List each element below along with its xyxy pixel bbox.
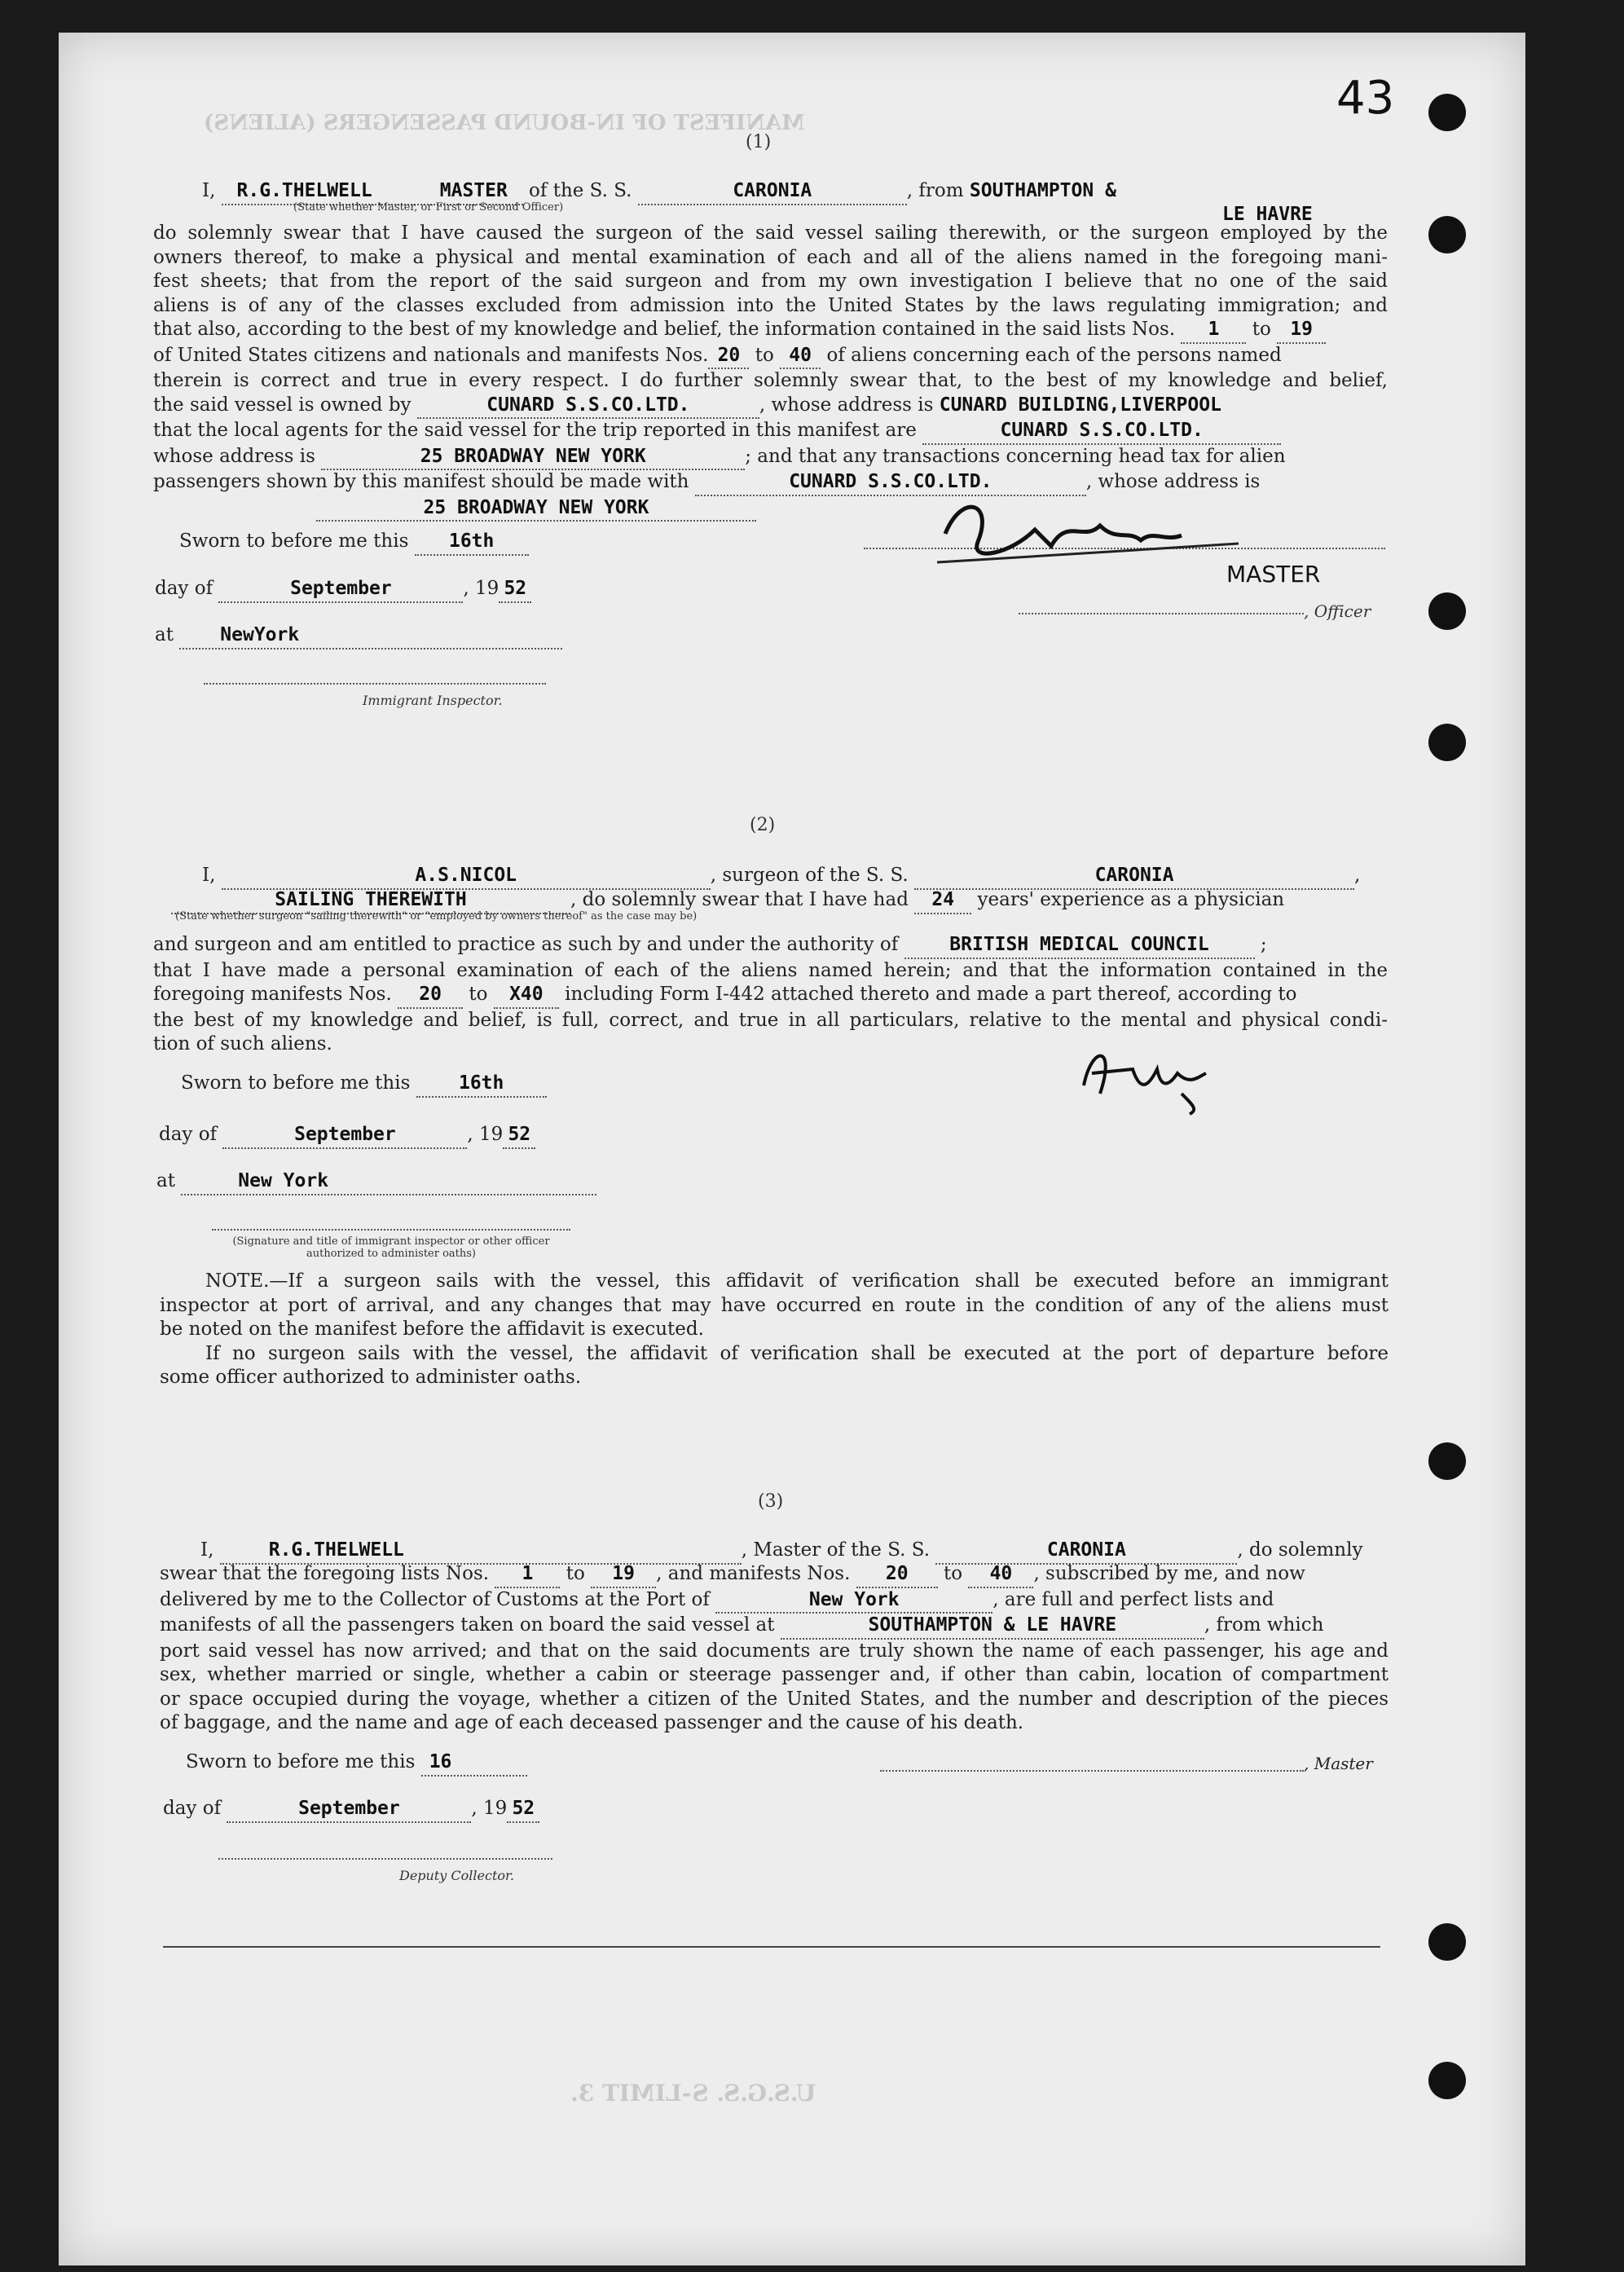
s1-line-5: aliens is of any of the classes excluded from admission into the United States by the laws regulating immigration; and xyxy=(153,294,1388,316)
s2-day-line: day of September , 19 52 xyxy=(159,1123,535,1149)
s2-line-4: that I have made a personal examination of each of the aliens named herein; and that the information contained in the xyxy=(153,959,1388,981)
ghost-header: MANIFEST OF IN-BOUND PASSENGERS (ALIENS) xyxy=(204,111,805,135)
punch-hole-7 xyxy=(1428,2062,1466,2099)
s3-day-line: day of September , 19 52 xyxy=(163,1797,539,1823)
s2-sworn-day: 16th xyxy=(416,1072,547,1098)
section-1-line-1: I, R.G.THELWELL MASTER of the S. S. CARONIA , from SOUTHAMPTON & xyxy=(202,179,1116,205)
s1-sworn-line: Sworn to before me this 16th xyxy=(179,530,529,556)
s2-at-line: at New York xyxy=(156,1169,596,1195)
s3-line-1: I, R.G.THELWELL , Master of the S. S. CARONIA , do solemnly xyxy=(200,1539,1362,1565)
bottom-rule xyxy=(163,1946,1380,1948)
collector-line xyxy=(218,1858,552,1860)
s1-line-7: of United States citizens and nationals and manifests Nos. 20 to 40 of aliens concerning each of the persons named xyxy=(153,344,1388,370)
note-line-2: inspector at port of arrival, and any changes that may have occurred en route in the condition of any of the aliens must xyxy=(160,1294,1389,1316)
s1-sworn-place: NewYork xyxy=(179,623,562,649)
s3-line-6: or space occupied during the voyage, whether a citizen of the United States, and the number and description of the pieces xyxy=(160,1688,1389,1710)
s3-line-2: swear that the foregoing lists Nos. 1 to 19 , and manifests Nos. 20 to 40 , subscribed by me, and now xyxy=(160,1562,1389,1588)
s2-vessel-name: CARONIA xyxy=(914,864,1354,890)
punch-hole-5 xyxy=(1428,1442,1466,1480)
note-line-4: If no surgeon sails with the vessel, the affidavit of verification shall be executed at the port of departure before xyxy=(205,1342,1389,1364)
s1-line-8: therein is correct and true in every respect. I do further solemnly swear that, to the best of my knowledge and belief, xyxy=(153,370,1388,391)
sailing-caption: (State whether surgeon "sailing therewith" or "employed by owners thereof" as the case may be) xyxy=(175,910,698,922)
s2-line-1: I, A.S.NICOL , surgeon of the S. S. CARONIA , xyxy=(202,864,1360,890)
s2-line-2: SAILING THEREWITH , do solemnly swear that I have had 24 years' experience as a physician xyxy=(171,888,1284,914)
s3-sworn-day: 16 xyxy=(421,1750,527,1777)
inspector-label: Immigrant Inspector. xyxy=(363,693,503,708)
s1-at-line: at NewYork xyxy=(155,623,562,649)
master-rank: MASTER xyxy=(439,180,508,201)
note-line-1: NOTE.—If a surgeon sails with the vessel, this affidavit of verification shall be executed before an immigrant xyxy=(205,1270,1389,1292)
s1-sworn-month: September xyxy=(218,577,463,603)
s2-signature-caption: (Signature and title of immigrant inspector or other officer authorized to administer oaths) xyxy=(232,1235,550,1260)
from-port-2: LE HAVRE xyxy=(1222,204,1313,225)
s3-manifests-to: 40 xyxy=(968,1562,1033,1588)
s2-sworn-year: 52 xyxy=(503,1123,535,1149)
s2-line-5: foregoing manifests Nos. 20 to X40 including Form I-442 attached thereto and made a part thereof, according to xyxy=(153,983,1388,1009)
s1-line-11: whose address is 25 BROADWAY NEW YORK ; and that any transactions concerning head tax for alien xyxy=(153,445,1388,471)
section-3-number: (3) xyxy=(758,1491,784,1512)
surgeon-signature xyxy=(1067,1028,1230,1118)
s3-sworn-line: Sworn to before me this 16 xyxy=(186,1750,527,1777)
from-port-1: SOUTHAMPTON & xyxy=(969,180,1116,201)
s1-line-3: owners thereof, to make a physical and mental examination of each and all of the aliens named in the foregoing mani- xyxy=(153,246,1388,268)
surgeon-name: A.S.NICOL xyxy=(222,864,711,890)
officer-line xyxy=(1019,613,1304,614)
s2-line-7: tion of such aliens. xyxy=(153,1033,332,1055)
s1-day-line: day of September , 19 52 xyxy=(155,577,531,603)
s3-manifests-from: 20 xyxy=(856,1562,938,1588)
s2-manifests-to: X40 xyxy=(494,983,559,1009)
section-1-body xyxy=(153,222,1388,522)
punch-hole-4 xyxy=(1428,724,1466,761)
collector-label: Deputy Collector. xyxy=(399,1868,514,1883)
s2-line-6: the best of my knowledge and belief, is full, correct, and true in all particulars, relative to the mental and physical condi- xyxy=(153,1009,1388,1031)
note-line-5: some officer authorized to administer oaths. xyxy=(160,1367,582,1388)
sailing-status: SAILING THEREWITH xyxy=(171,888,570,914)
years-experience: 24 xyxy=(914,888,971,914)
manifests-to: 40 xyxy=(780,344,821,370)
s3-line-5: sex, whether married or single, whether a cabin or steerage passenger and, if other than cabin, location of compartment xyxy=(160,1664,1389,1685)
s1-line-12: passengers shown by this manifest should be made with CUNARD S.S.CO.LTD. , whose address is xyxy=(153,470,1388,496)
s2-sworn-line: Sworn to before me this 16th xyxy=(181,1072,547,1098)
s2-sworn-place: New York xyxy=(181,1169,596,1195)
note-line-3: be noted on the manifest before the affidavit is executed. xyxy=(160,1319,704,1340)
s1-line-9: the said vessel is owned by CUNARD S.S.CO.LTD. , whose address is CUNARD BUILDING,LIVERPOOL xyxy=(153,394,1388,420)
arrival-port: New York xyxy=(715,1588,992,1614)
inspector-signature-line xyxy=(204,683,546,685)
s3-vessel-name: CARONIA xyxy=(935,1539,1237,1565)
s3-master-line xyxy=(880,1770,1304,1772)
master-signature xyxy=(929,485,1255,579)
s1-line-6: that also, according to the best of my knowledge and belief, the information contained in the said lists Nos. 1 to 19 xyxy=(153,318,1388,344)
owner-name: CUNARD S.S.CO.LTD. xyxy=(417,394,759,420)
vessel-name: CARONIA xyxy=(638,179,907,205)
owner-address: CUNARD BUILDING,LIVERPOOL xyxy=(939,394,1221,416)
departure-port: SOUTHAMPTON & LE HAVRE xyxy=(781,1614,1204,1640)
section-3-body xyxy=(160,1562,1389,1736)
s3-master-name: R.G.THELWELL xyxy=(220,1539,742,1565)
s3-line-4: port said vessel has now arrived; and that on the said documents are truly shown the name of each passenger, his age and xyxy=(160,1640,1389,1662)
rank-caption: (State whether Master, or First or Second Officer) xyxy=(293,201,564,214)
s2-line-3: and surgeon and am entitled to practice as such by and under the authority of BRITISH MEDICAL COUNCIL ; xyxy=(153,933,1388,959)
s3-sworn-month: September xyxy=(227,1797,471,1823)
punch-hole-3 xyxy=(1428,592,1466,630)
headtax-with: CUNARD S.S.CO.LTD. xyxy=(695,470,1086,496)
headtax-address: 25 BROADWAY NEW YORK xyxy=(316,496,756,522)
s1-sworn-day: 16th xyxy=(415,530,529,556)
s1-line-10: that the local agents for the said vessel for the trip reported in this manifest are CUNARD S.S.CO.LTD. xyxy=(153,419,1388,445)
s3-line-3b: manifests of all the passengers taken on board the said vessel at SOUTHAMPTON & LE HAVRE , from which xyxy=(160,1614,1389,1640)
agents-address: 25 BROADWAY NEW YORK xyxy=(321,445,745,471)
officer-label: , Officer xyxy=(1304,601,1371,621)
section-2-number: (2) xyxy=(750,815,776,835)
master-name: R.G.THELWELL xyxy=(236,180,372,201)
s1-line-4: fest sheets; that from the report of the said surgeon and from my own investigation I believe that no one of the said xyxy=(153,271,1388,292)
bottom-mirror-text: U.S.G.S. S-LIMIT 3. xyxy=(570,2080,816,2107)
page-number: 43 xyxy=(1336,72,1395,125)
manifests-from: 20 xyxy=(708,344,749,370)
punch-hole-6 xyxy=(1428,1923,1466,1961)
lists-to: 19 xyxy=(1277,318,1326,344)
s1-sworn-year: 52 xyxy=(499,577,531,603)
punch-hole-1 xyxy=(1428,94,1466,131)
s1-line-2: do solemnly swear that I have caused the surgeon of the said vessel sailing therewith, or the surgeon employed by the xyxy=(153,222,1388,244)
s3-sworn-year: 52 xyxy=(507,1797,539,1823)
s3-line-7: of baggage, and the name and age of each deceased passenger and the cause of his death. xyxy=(160,1712,1024,1733)
medical-authority: BRITISH MEDICAL COUNCIL xyxy=(904,933,1255,959)
local-agents: CUNARD S.S.CO.LTD. xyxy=(922,419,1281,445)
s3-lists-from: 1 xyxy=(495,1562,560,1588)
s3-lists-to: 19 xyxy=(591,1562,656,1588)
s2-manifests-from: 20 xyxy=(398,983,463,1009)
s2-inspector-line xyxy=(212,1229,570,1231)
section-1-number: (1) xyxy=(746,132,772,152)
signature-title: MASTER xyxy=(1226,561,1321,588)
punch-hole-2 xyxy=(1428,216,1466,253)
lists-from: 1 xyxy=(1181,318,1246,344)
s3-line-3a: delivered by me to the Collector of Customs at the Port of New York , are full and perfect lists and xyxy=(160,1588,1389,1614)
s2-sworn-month: September xyxy=(222,1123,467,1149)
s3-master-label: , Master xyxy=(1304,1754,1373,1773)
note-block xyxy=(160,1270,1389,1390)
